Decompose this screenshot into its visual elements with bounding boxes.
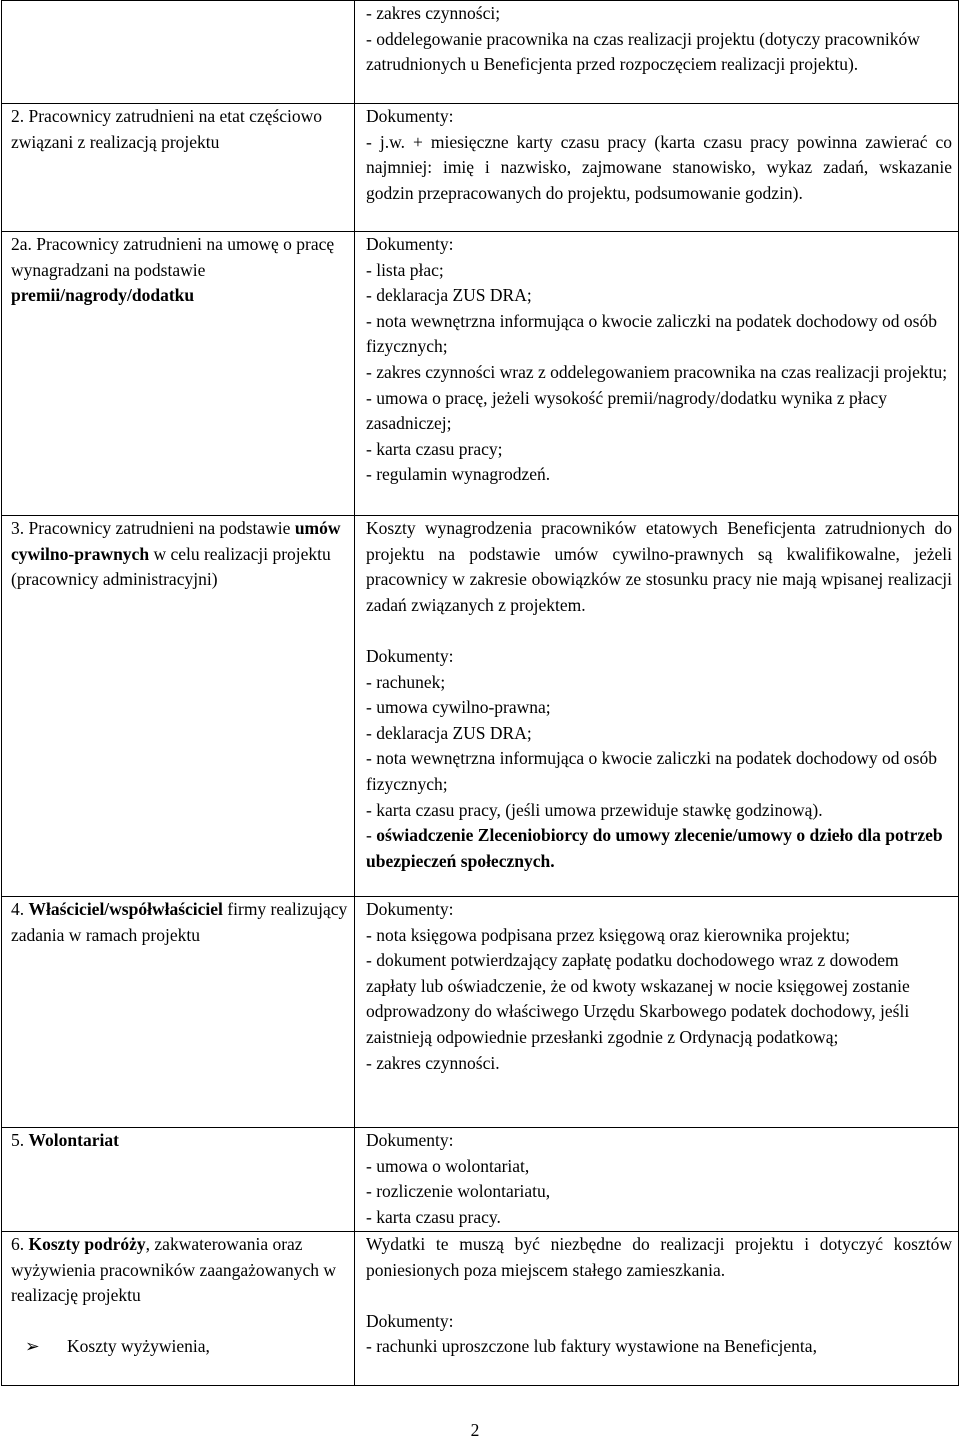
spacer: [11, 1309, 349, 1335]
bullet-item: ➢ Koszty wyżywienia,: [11, 1334, 349, 1360]
category-cell: [2, 232, 355, 516]
document-item: - karta czasu pracy.: [366, 1206, 501, 1227]
document-item: - karta czasu pracy, (jeśli umowa przewiduje stawkę godzinową).: [366, 799, 823, 820]
document-item: - rachunek;: [366, 671, 446, 692]
table-row-continuation: [2, 1, 959, 104]
document-item: - oddelegowanie pracownika na czas realizacji projektu (dotyczy pracowników zatrudnionych u Beneficjenta przed rozpoczęciem realizacji projektu).: [366, 28, 920, 75]
documents-cell: [355, 516, 959, 897]
document-item: - zakres czynności;: [366, 3, 501, 23]
document-item: - deklaracja ZUS DRA;: [366, 285, 532, 306]
table-row-volunteering: [2, 1128, 959, 1232]
document-item: - karta czasu pracy;: [366, 438, 503, 459]
category-label: 2a. Pracownicy zatrudnieni na umowę o pracę wynagradzani na podstawie premii/nagrody/dodatku: [11, 234, 335, 306]
document-item: - dokument potwierdzający zapłatę podatku dochodowego wraz z dowodem zapłaty lub oświadczenie, że od kwoty wskazanej w nocie księgowej zostanie odprowadzony do właściwego Urzędu Skarbowego podatek dochodowy, jeśli zaistnieją odpowiednie przesłanki zgodnie z Ordynacją podatkową;: [366, 950, 910, 1047]
category-label: 5. Wolontariat: [11, 1130, 119, 1150]
document-item: - lista płac;: [366, 259, 444, 280]
documents-heading: Dokumenty:: [366, 1130, 454, 1150]
document-item: - j.w. + miesięczne karty czasu pracy (karta czasu pracy powinna zawierać co najmniej: imię i nazwisko, zajmowane stanowisko, wykaz zadań, wskazanie godzin przepracowanych do projektu, podsumowanie godzin).: [366, 131, 952, 203]
document-item: - oświadczenie Zleceniobiorcy do umowy zlecenie/umowy o dzieło dla potrzeb ubezpieczeń społecznych.: [366, 825, 943, 871]
documents-heading: Dokumenty:: [366, 1310, 454, 1331]
spacer: [366, 618, 952, 644]
category-label: 6. Koszty podróży, zakwaterowania oraz wyżywienia pracowników zaangażowanych w realizację projektu: [11, 1234, 337, 1306]
documents-cell: [355, 1, 959, 104]
category-cell: [2, 1, 355, 104]
documents-cell: [355, 897, 959, 1128]
spacer: [366, 1283, 952, 1309]
documents-heading: Dokumenty:: [366, 234, 454, 254]
documents-heading: Dokumenty:: [366, 106, 454, 126]
expenses-documents-table: [1, 0, 959, 1386]
arrow-bullet-icon: ➢: [25, 1336, 40, 1357]
eligibility-paragraph: Wydatki te muszą być niezbędne do realizacji projektu i dotyczyć kosztów poniesionych poza miejscem stałego zamieszkania.: [366, 1234, 952, 1280]
category-label: 3. Pracownicy zatrudnieni na podstawie umów cywilno-prawnych w celu realizacji projektu (pracownicy administracyjni): [11, 518, 341, 590]
document-item: - regulamin wynagrodzeń.: [366, 464, 551, 485]
document-item: - rozliczenie wolontariatu,: [366, 1181, 551, 1202]
document-item: - umowa cywilno-prawna;: [366, 697, 551, 718]
table-row-owner: [2, 897, 959, 1128]
eligibility-paragraph: Koszty wynagrodzenia pracowników etatowych Beneficjenta zatrudnionych do projektu na podstawie umów cywilno-prawnych są kwalifikowalne, jeżeli pracownicy w zakresie obowiązków ze stosunku pracy nie mają wpisanej realizacji zadań związanych z projektem.: [366, 518, 952, 615]
document-item: - umowa o wolontariat,: [366, 1155, 530, 1176]
page-number: 2: [470, 1420, 480, 1440]
category-label: 2. Pracownicy zatrudnieni na etat częściowo związani z realizacją projektu: [11, 106, 322, 152]
documents-cell: [355, 1128, 959, 1232]
document-item: - zakres czynności wraz z oddelegowaniem pracownika na czas realizacji projektu;: [366, 361, 948, 382]
documents-heading: Dokumenty:: [366, 899, 454, 919]
category-cell: [2, 104, 355, 232]
category-cell: [2, 897, 355, 1128]
table-row-travel: [2, 1232, 959, 1386]
document-item: - rachunki uproszczone lub faktury wystawione na Beneficjenta,: [366, 1336, 817, 1357]
document-item: - zakres czynności.: [366, 1052, 500, 1073]
documents-heading: Dokumenty:: [366, 645, 454, 666]
table-row-part-time: [2, 104, 959, 232]
documents-cell: [355, 232, 959, 516]
documents-cell: [355, 104, 959, 232]
category-label: 4. Właściciel/współwłaściciel firmy realizujący zadania w ramach projektu: [11, 899, 348, 945]
document-item: - nota wewnętrzna informująca o kwocie zaliczki na podatek dochodowy od osób fizycznych;: [366, 748, 937, 794]
table-row-civil-contracts: [2, 516, 959, 897]
category-cell: [2, 1232, 355, 1386]
document-item: - nota wewnętrzna informująca o kwocie zaliczki na podatek dochodowy od osób fizycznych;: [366, 310, 937, 357]
documents-cell: [355, 1232, 959, 1386]
category-cell: [2, 1128, 355, 1232]
document-item: - deklaracja ZUS DRA;: [366, 722, 532, 743]
document-item: - umowa o pracę, jeżeli wysokość premii/nagrody/dodatku wynika z płacy zasadniczej;: [366, 387, 887, 434]
table-row-bonus: [2, 232, 959, 516]
document-item: - nota księgowa podpisana przez księgową oraz kierownika projektu;: [366, 924, 851, 945]
category-cell: [2, 516, 355, 897]
